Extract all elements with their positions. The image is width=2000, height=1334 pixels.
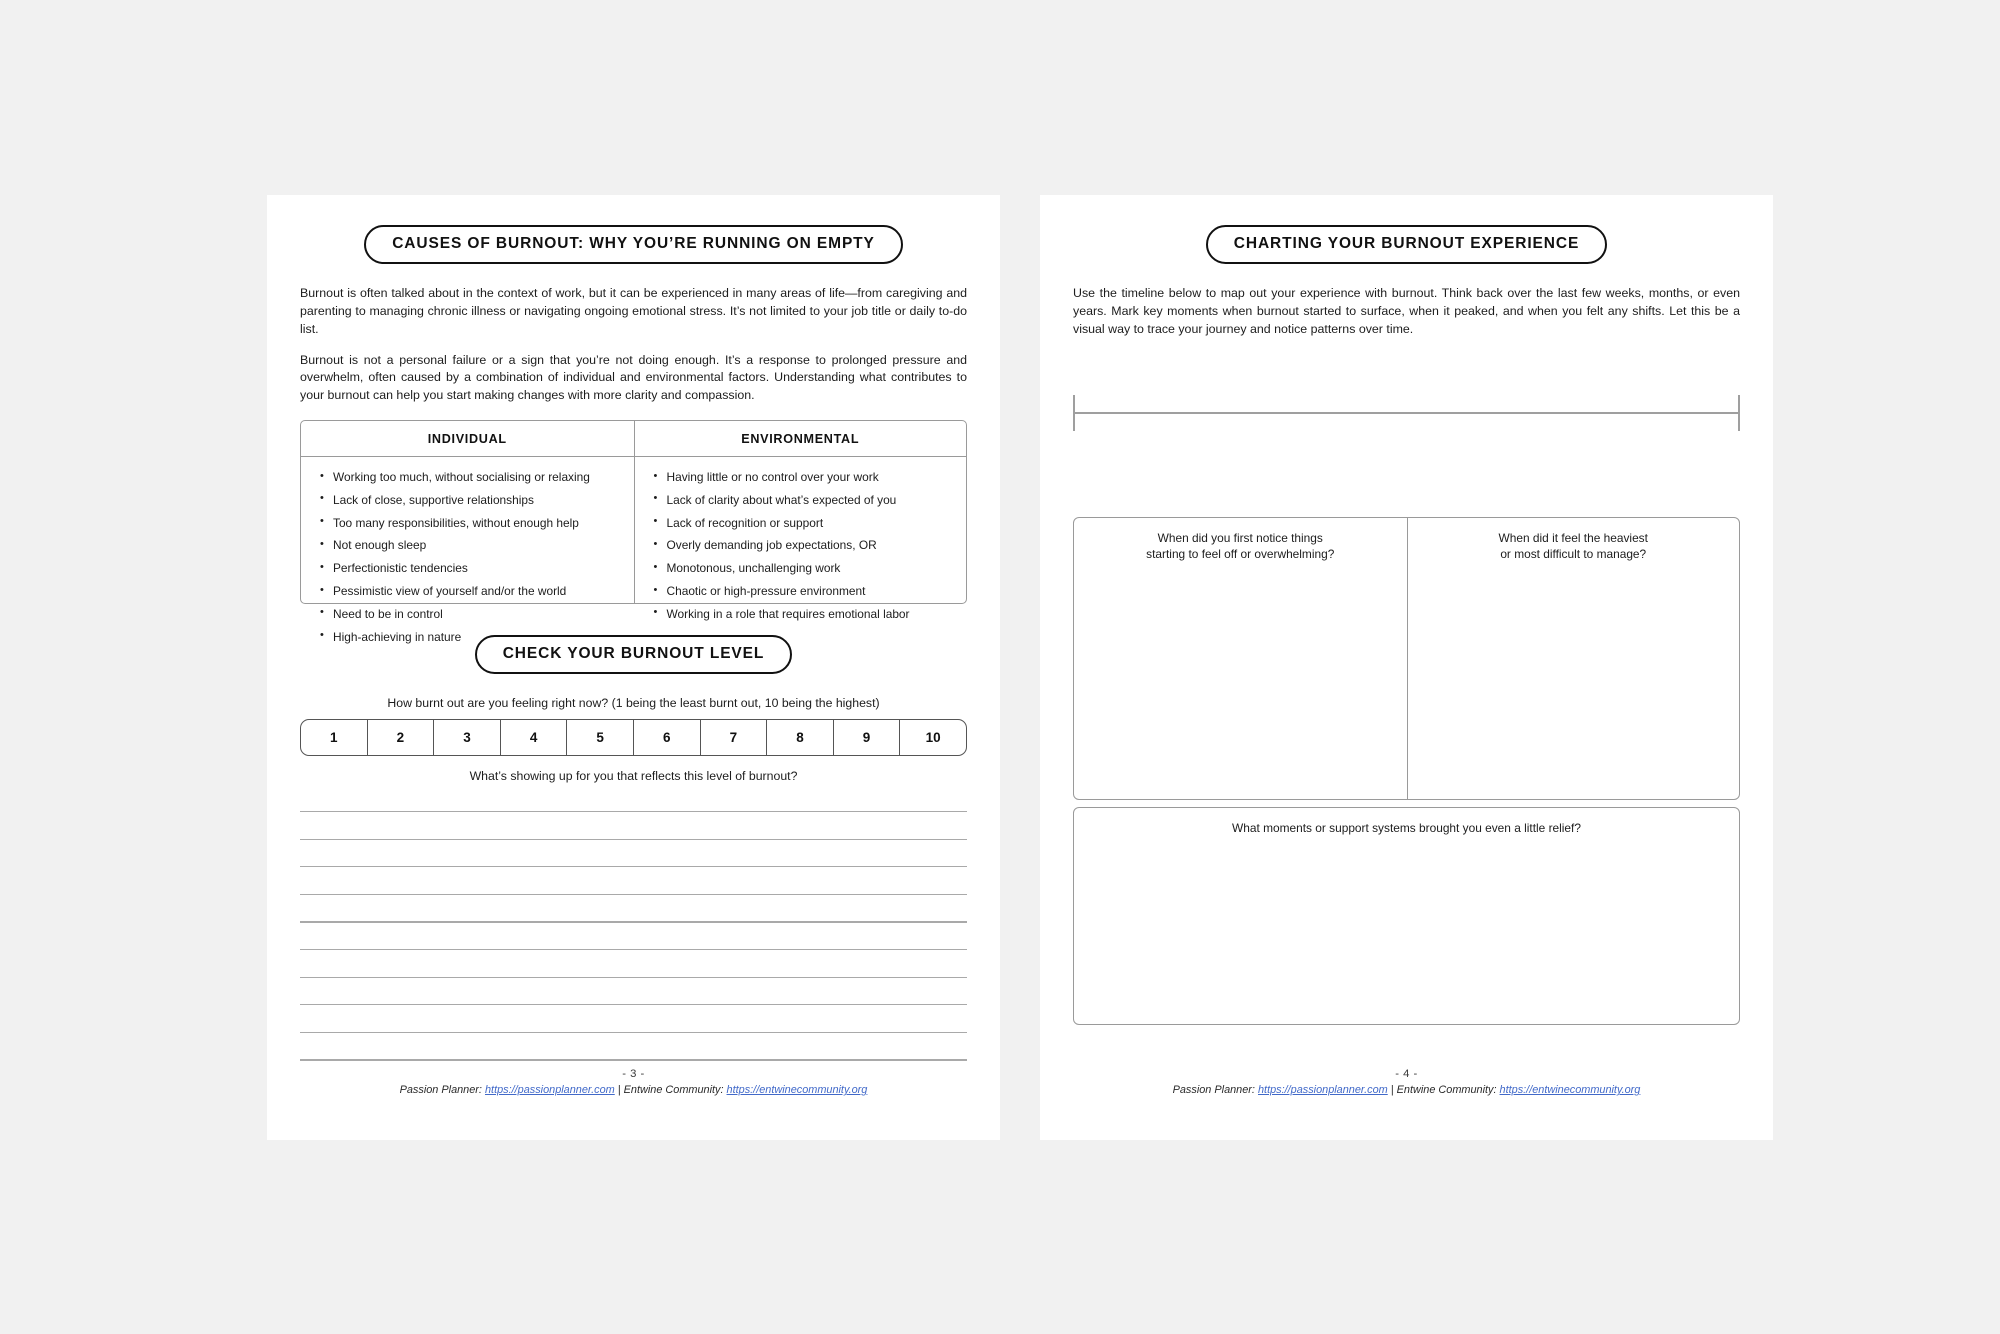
credit-separator: | Entwine Community:: [1387, 1084, 1500, 1096]
question-label: [1422, 530, 1726, 563]
writing-line[interactable]: [300, 866, 967, 867]
list-item: • Pessimistic view of yourself and/or the world: [333, 583, 622, 599]
question-box-heaviest[interactable]: [1407, 518, 1740, 799]
list-item: • Monotonous, unchallenging work: [667, 560, 955, 576]
writing-line[interactable]: [300, 839, 967, 840]
question-label: [1088, 530, 1393, 563]
footer: [267, 1068, 1000, 1096]
timeline-axis-line: [1073, 412, 1740, 414]
writing-lines-area[interactable]: [300, 811, 967, 1087]
burnout-timeline[interactable]: [1073, 395, 1740, 431]
writing-line[interactable]: [300, 1004, 967, 1005]
writing-line[interactable]: [300, 894, 967, 895]
intro-paragraph-1: Burnout is often talked about in the context of work, but it can be experienced in many areas of life—from caregiving and parenting to managing chronic illness or navigating ongoing emotional stress. It’s not limited to your job title or daily to-do list.: [300, 286, 967, 336]
intro-paragraph-1: Use the timeline below to map out your experience with burnout. Think back over the last few weeks, months, or even years. Mark key moments when burnout started to surface, when it peaked, and when you felt any shifts. Let this be a visual way to trace your journey and notice patterns over time.: [1073, 286, 1740, 336]
scale-option-9[interactable]: 9: [833, 720, 900, 755]
question-line-2: starting to feel off or overwhelming?: [1146, 547, 1335, 562]
list-item: • Need to be in control: [333, 606, 622, 622]
credit-prefix: Passion Planner:: [399, 1084, 485, 1096]
writing-line[interactable]: [300, 921, 967, 922]
scale-option-2[interactable]: 2: [367, 720, 434, 755]
list-item: • Lack of recognition or support: [667, 515, 955, 531]
list-item: • Working in a role that requires emotional labor: [667, 606, 955, 622]
individual-list: [315, 469, 622, 645]
subheading-wrap: [267, 635, 1000, 674]
environmental-list: [649, 469, 955, 622]
page-3: [267, 195, 1000, 1140]
page-4: [1040, 195, 1773, 1140]
question-box-relief[interactable]: [1073, 807, 1740, 1025]
question-label: What moments or support systems brought you even a little relief?: [1232, 821, 1581, 835]
passion-planner-link[interactable]: https://passionplanner.com: [1257, 1084, 1388, 1096]
scale-option-5[interactable]: 5: [566, 720, 633, 755]
credit-prefix: Passion Planner:: [1172, 1084, 1258, 1096]
list-item: • Overly demanding job expectations, OR: [667, 537, 955, 553]
list-item: • Having little or no control over your work: [667, 469, 955, 485]
timeline-question-boxes: [1073, 517, 1740, 800]
scale-option-4[interactable]: 4: [500, 720, 567, 755]
question-box-first-notice[interactable]: [1074, 518, 1407, 799]
burnout-level-scale: [300, 719, 967, 756]
table-column-environmental: [634, 421, 967, 621]
list-item: • Too many responsibilities, without enough help: [333, 515, 622, 531]
right-page-heading-wrap: [1040, 225, 1773, 264]
writing-line[interactable]: [300, 1059, 967, 1060]
intro-paragraph-2: Burnout is not a personal failure or a sign that you’re not doing enough. It’s a response to prolonged pressure and overwhelm, often caused by a combination of individual and environmental factors. Understanding what contributes to your burnout can help you start making changes with more clarity and compassion.: [300, 352, 967, 403]
question-line-1: When did it feel the heaviest: [1498, 531, 1648, 545]
reflection-prompt: What’s showing up for you that reflects this level of burnout?: [469, 769, 798, 783]
timeline-end-cap: [1738, 395, 1740, 431]
question-line-2: or most difficult to manage?: [1500, 547, 1647, 562]
page-number: - 3 -: [622, 1068, 645, 1080]
question-line-1: When did you first notice things: [1157, 531, 1323, 545]
list-item: • Perfectionistic tendencies: [333, 560, 622, 576]
left-page-heading-wrap: [267, 225, 1000, 264]
scale-option-7[interactable]: 7: [700, 720, 767, 755]
writing-line[interactable]: [300, 811, 967, 812]
writing-line[interactable]: [300, 949, 967, 950]
page-title: CAUSES OF BURNOUT: WHY YOU’RE RUNNING ON EMPTY: [364, 225, 903, 264]
list-item: • High-achieving in nature: [333, 629, 622, 645]
column-body-environmental: [635, 457, 967, 643]
list-item: • Lack of clarity about what’s expected of you: [667, 492, 955, 508]
list-item: • Not enough sleep: [333, 537, 622, 553]
intro-text-block: [300, 285, 967, 405]
intro-text-block: [1073, 285, 1740, 339]
causes-table: [300, 420, 967, 644]
list-item: • Lack of close, supportive relationships: [333, 492, 622, 508]
footer-credit: [1040, 1084, 1773, 1096]
footer-credit: [267, 1084, 1000, 1096]
entwine-community-link[interactable]: https://entwinecommunity.org: [726, 1084, 868, 1096]
writing-line[interactable]: [300, 977, 967, 978]
page-title: CHARTING YOUR BURNOUT EXPERIENCE: [1206, 225, 1607, 264]
section-subtitle: CHECK YOUR BURNOUT LEVEL: [475, 635, 793, 674]
list-item: • Working too much, without socialising or relaxing: [333, 469, 622, 485]
credit-separator: | Entwine Community:: [614, 1084, 727, 1096]
column-header-environmental: ENVIRONMENTAL: [635, 421, 967, 457]
page-number: - 4 -: [1395, 1068, 1418, 1080]
writing-line[interactable]: [300, 1032, 967, 1033]
scale-option-8[interactable]: 8: [766, 720, 833, 755]
scale-option-1[interactable]: 1: [330, 730, 338, 745]
scale-prompt: How burnt out are you feeling right now? (1 being the least burnt out, 10 being the highest): [387, 696, 880, 710]
scale-option-3[interactable]: 3: [433, 720, 500, 755]
footer: [1040, 1068, 1773, 1096]
passion-planner-link[interactable]: https://passionplanner.com: [484, 1084, 615, 1096]
column-header-individual: INDIVIDUAL: [301, 421, 634, 457]
table-column-individual: [301, 421, 634, 644]
entwine-community-link[interactable]: https://entwinecommunity.org: [1499, 1084, 1641, 1096]
scale-option-6[interactable]: 6: [633, 720, 700, 755]
scale-option-10[interactable]: 10: [899, 720, 966, 755]
list-item: • Chaotic or high-pressure environment: [667, 583, 955, 599]
